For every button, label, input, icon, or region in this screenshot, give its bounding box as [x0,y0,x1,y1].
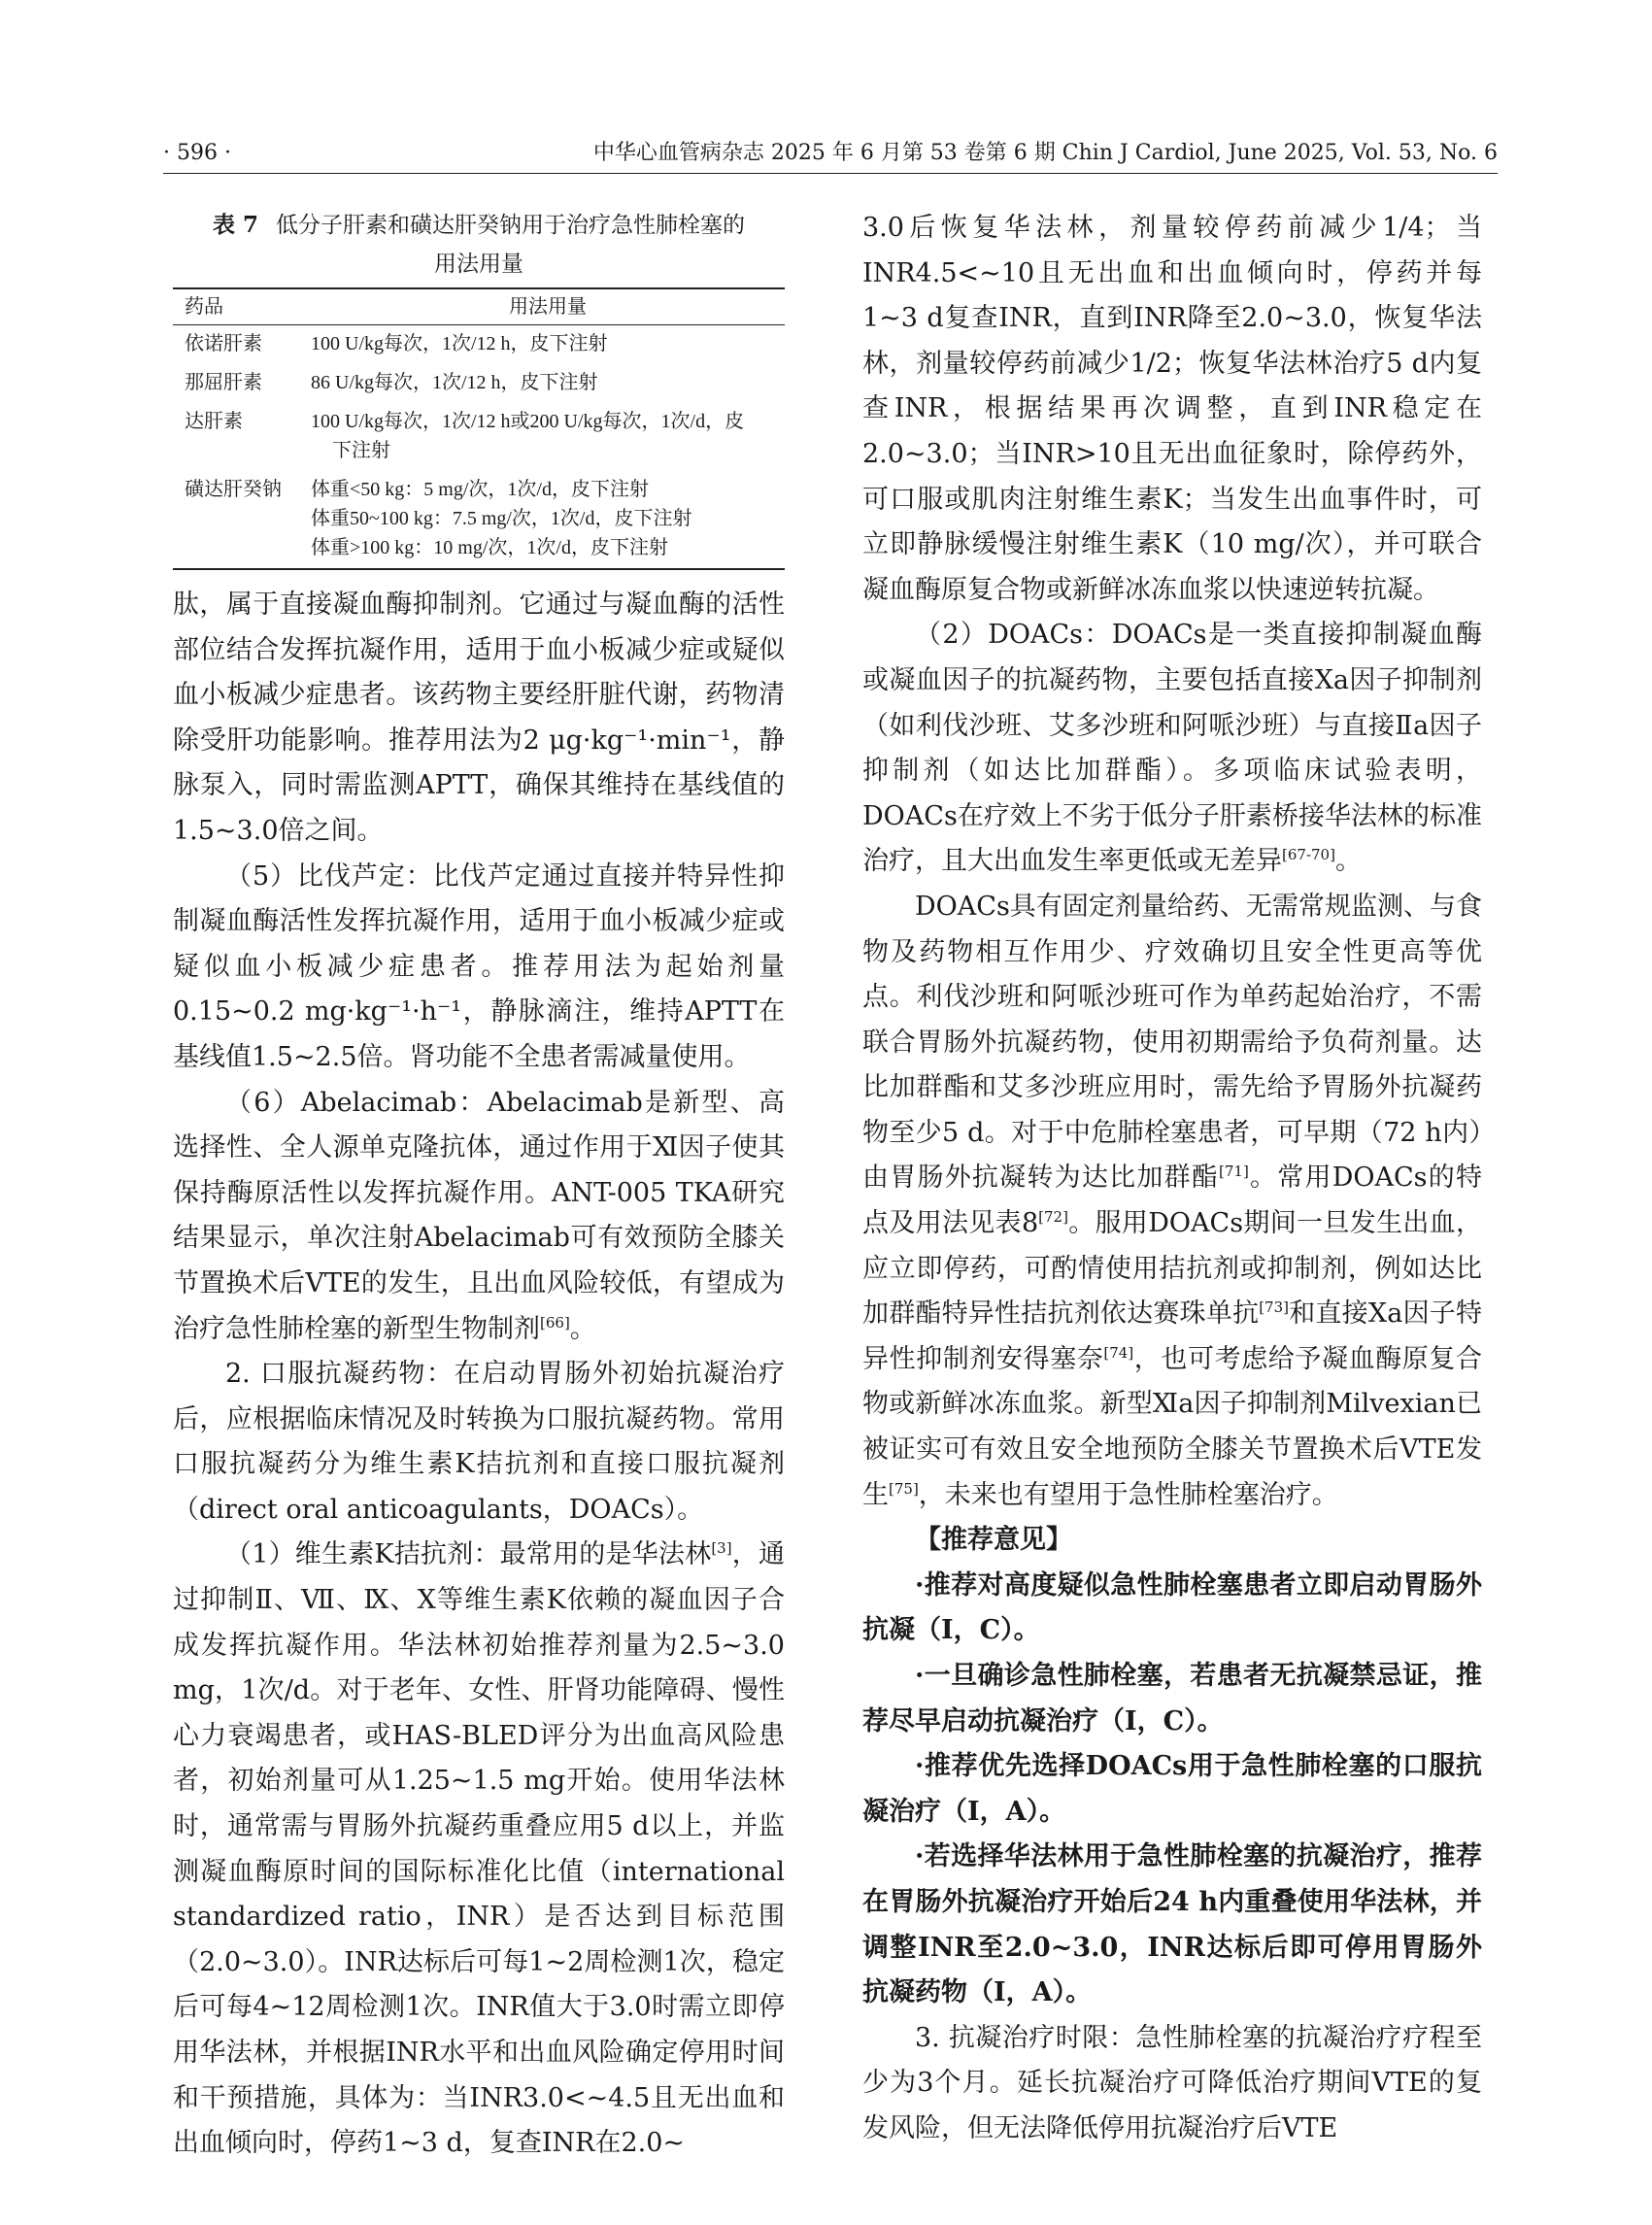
paragraph: 3. 抗凝治疗时限：急性肺栓塞的抗凝治疗疗程至少为3个月。延长抗凝治疗可降低治疗期间VTE的复发风险，但无法降低停用抗凝治疗后VTE [862,2022,1482,2143]
dose-line: 体重<50 kg：5 mg/次，1次/d，皮下注射 [311,479,649,500]
citation: [73] [1259,1298,1289,1317]
drug-name: 达肝素 [185,411,243,432]
table-row [173,403,785,471]
dose-line: 100 U/kg每次，1次/12 h或200 U/kg每次，1次/d，皮 [311,411,745,432]
citation: [66] [540,1313,570,1332]
recommendation-item: ·若选择华法林用于急性肺栓塞的抗凝治疗，推荐在胃肠外抗凝治疗开始后24 h内重叠使用华法林，并调整INR至2.0~3.0，INR达标后即可停用胃肠外抗凝药物（Ⅰ，A）。 [862,1841,1482,2008]
drug-dose [299,471,785,569]
paragraph: （5）比伐芦定：比伐芦定通过直接并特异性抑制凝血酶活性发挥抗凝作用，适用于血小板减少症或疑似血小板减少症患者。推荐用法为起始剂量0.15~0.2 mg·kg⁻¹·h⁻¹，静脉滴注，维持APTT在基线值1.5~2.5倍。肾功能不全患者需减量使用。 [173,860,785,1072]
journal-citation: 中华心血管病杂志 2025 年 6 月第 53 卷第 6 期 Chin J Cardiol, June 2025, Vol. 53, No. 6 [592,141,1498,165]
drug-dose [299,403,785,471]
paragraph-text: DOACs具有固定剂量给药、无需常规监测、与食物及药物相互作用少、疗效确切且安全性更高等优点。利伐沙班和阿哌沙班可作为单药起始治疗，不需联合胃肠外抗凝药物，使用初期需给予负荷剂量。达比加群酯和艾多沙班应用时，需先给予胃肠外抗凝药物至少5 d。对于中危肺栓塞患者，可早期（72 h内）由胃肠外抗凝转为达比加群酯 [862,891,1482,1194]
paragraph: 3.0后恢复华法林，剂量较停药前减少1/4；当INR4.5<~10且无出血和出血倾向时，停药并每1~3 d复查INR，直到INR降至2.0~3.0，恢复华法林，剂量较停药前减少1/2；恢复华法林治疗5 d内复查INR，根据结果再次调整，直到INR稳定在2.0~3.0；当INR>10且无出血征象时，除停药外，可口服或肌肉注射维生素K；当发生出血事件时，可立即静脉缓慢注射维生素K（10 mg/次），并可联合凝血酶原复合物或新鲜冰冻血浆以快速逆转抗凝。 [862,213,1482,605]
paragraph-text: 和直接Ⅹa因子特异性抑制剂安得塞奈 [862,1298,1482,1374]
table-label: 表 7 [212,212,258,238]
table-caption [173,206,785,284]
drug-name: 依诺肝素 [185,333,262,354]
table-header-row [173,288,785,325]
recommendation-heading: 【推荐意见】 [915,1525,1072,1556]
paragraph-text: 。常用DOACs的特点及用法见表8 [862,1163,1482,1239]
drug-name: 磺达肝癸钠 [173,471,299,569]
citation: [3] [711,1539,732,1558]
citation: [67-70] [1282,846,1335,864]
table-title-line1: 低分子肝素和磺达肝癸钠用于治疗急性肺栓塞的 [276,213,745,238]
dose-line: 下注射 [332,440,390,461]
table-row [173,325,785,365]
table-row [173,364,785,403]
paragraph-text: （1）维生素K拮抗剂：最常用的是华法林 [225,1539,712,1570]
paragraph-text: （6）Abelacimab：Abelacimab是新型、高选择性、全人源单克隆抗体，通过作用于Ⅺ因子使其保持酶原活性以发挥抗凝作用。ANT-005 TKA研究结果显示，单次注射Abelacimab可有效预防全膝关节置换术后VTE的发生，且出血风险较低，有望成为治疗急性肺栓塞的新型生物制剂 [173,1087,785,1344]
dose-line: 86 U/kg每次，1次/12 h，皮下注射 [311,372,598,393]
table-row [173,471,785,569]
paragraph-text: 。 [569,1313,596,1344]
col-header-drug: 药品 [173,288,299,325]
drug-dose [299,364,785,403]
left-column [173,583,785,2167]
recommendation-item: ·推荐对高度疑似急性肺栓塞患者立即启动胃肠外抗凝（Ⅰ，C）。 [862,1569,1482,1646]
drug-name: 那屈肝素 [185,372,262,393]
paragraph [862,613,1482,885]
col-header-dose: 用法用量 [299,288,785,325]
citation: [74] [1103,1343,1134,1362]
paragraph-text: ，未来也有望用于急性肺栓塞治疗。 [918,1479,1338,1510]
dose-line: 体重>100 kg：10 mg/次，1次/d，皮下注射 [311,537,668,558]
recommendation-item: ·推荐优先选择DOACs用于急性肺栓塞的口服抗凝治疗（Ⅰ，A）。 [862,1751,1482,1827]
recommendation-item: ·一旦确诊急性肺栓塞，若患者无抗凝禁忌证，推荐尽早启动抗凝治疗（Ⅰ，C）。 [862,1661,1482,1736]
dose-line: 100 U/kg每次，1次/12 h，皮下注射 [311,333,608,354]
dosage-table [173,287,785,570]
paragraph [173,1081,785,1353]
citation: [75] [889,1479,919,1498]
drug-dose [299,325,785,365]
paragraph [173,1533,785,2166]
paragraph-text: （2）DOACs：DOACs是一类直接抑制凝血酶或凝血因子的抗凝药物，主要包括直接Xa因子抑制剂（如利伐沙班、艾多沙班和阿哌沙班）与直接Ⅱa因子抑制剂（如达比加群酯）。多项临床试验表明，DOACs在疗效上不劣于低分子肝素桥接华法林的标准治疗，且大出血发生率更低或无差异 [862,620,1482,877]
paragraph-text: 。 [1334,846,1362,877]
paragraph-text: ，通过抑制Ⅱ、Ⅶ、Ⅸ、Ⅹ等维生素K依赖的凝血因子合成发挥抗凝作用。华法林初始推荐剂量为2.5~3.0 mg，1次/d。对于老年、女性、肝肾功能障碍、慢性心力衰竭患者，或HAS-BLED评分为出血高风险患者，初始剂量可从1.25~1.5 mg开始。使用华法林时，通常需与胃肠外抗凝药重叠应用5 d以上，并监测凝血酶原时间的国际标准化比值（international standardized ratio，INR）是否达到目标范围（2.0~3.0）。INR达标后可每1~2周检测1次，稳定后可每4~12周检测1次。INR值大于3.0时需立即停用华法林，并根据INR水平和出血风险确定停用时间和干预措施，具体为：当INR3.0<~4.5且无出血和出血倾向时，停药1~3 d，复查INR在2.0~ [173,1539,785,2159]
paragraph: 2. 口服抗凝药物：在启动胃肠外初始抗凝治疗后，应根据临床情况及时转换为口服抗凝药物。常用口服抗凝药分为维生素K拮抗剂和直接口服抗凝剂（direct oral anticoagulants，DOACs）。 [173,1359,785,1525]
citation: [71] [1219,1163,1249,1181]
page-number: · 596 · [163,141,231,165]
dose-line: 体重50~100 kg：7.5 mg/次，1次/d，皮下注射 [311,508,692,529]
citation: [72] [1038,1208,1068,1227]
right-column [862,206,1482,2152]
paragraph: 肽，属于直接凝血酶抑制剂。它通过与凝血酶的活性部位结合发挥抗凝作用，适用于血小板减少症或疑似血小板减少症患者。该药物主要经肝脏代谢，药物清除受肝功能影响。推荐用法为2 μg·kg⁻¹·min⁻¹，静脉泵入，同时需监测APTT，确保其维持在基线值的1.5~3.0倍之间。 [173,590,785,846]
paragraph-text: ，也可考虑给予凝血酶原复合物或新鲜冰冻血浆。新型Ⅺa因子抑制剂Milvexian已被证实可有效且安全地预防全膝关节置换术后VTE发生 [862,1343,1483,1510]
paragraph-text: 。服用DOACs期间一旦发生出血，应立即停药，可酌情使用拮抗剂或抑制剂，例如达比加群酯特异性拮抗剂依达赛珠单抗 [862,1208,1483,1330]
paragraph [862,885,1482,1518]
running-header [163,134,1498,174]
table-title-line2: 用法用量 [434,252,523,277]
